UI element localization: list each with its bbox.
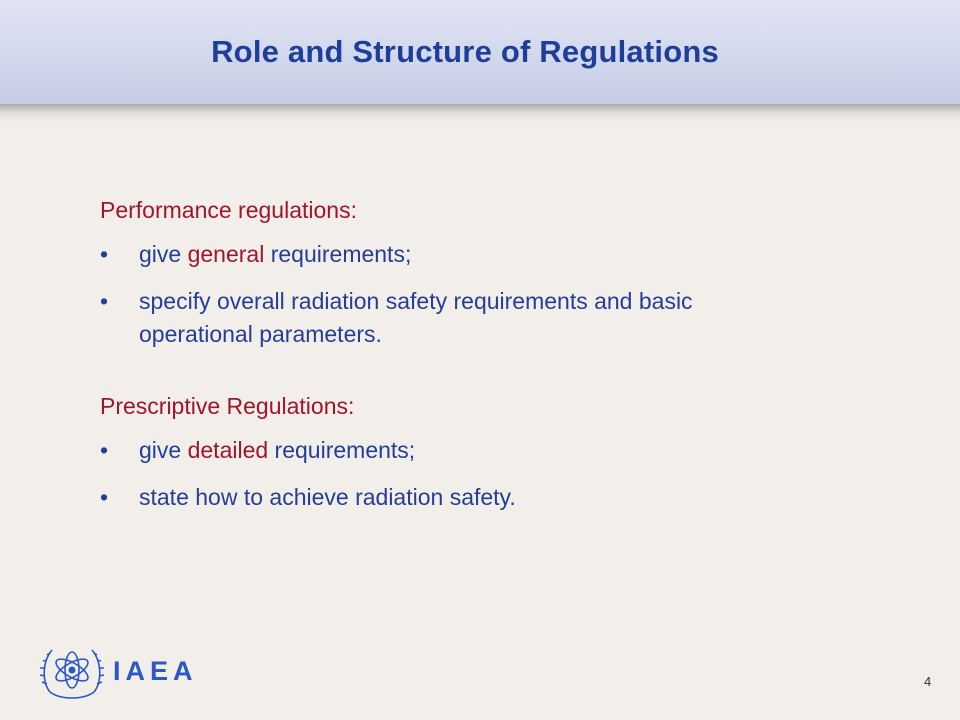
bullet-text: state how to achieve radiation safety.	[139, 484, 516, 510]
emphasis-word: general	[187, 241, 265, 267]
bullet-dot: •	[100, 288, 109, 314]
bullet-dot: •	[100, 484, 109, 510]
section-heading-prescriptive: Prescriptive Regulations:	[100, 393, 355, 419]
iaea-emblem-icon	[38, 638, 106, 702]
page-number: 4	[924, 674, 932, 689]
iaea-logo-text: IAEA	[113, 656, 198, 686]
emphasis-word: detailed	[187, 437, 269, 463]
section-heading-performance: Performance regulations:	[100, 197, 357, 223]
bullet-text: specify overall radiation safety requirements and basic operational parameters.	[139, 288, 693, 347]
bullet-text: give general requirements;	[139, 241, 412, 267]
bullet-text: give detailed requirements;	[139, 437, 416, 463]
bullet-dot: •	[100, 241, 109, 267]
bullet-dot: •	[100, 437, 109, 463]
slide-title: Role and Structure of Regulations	[211, 34, 719, 69]
